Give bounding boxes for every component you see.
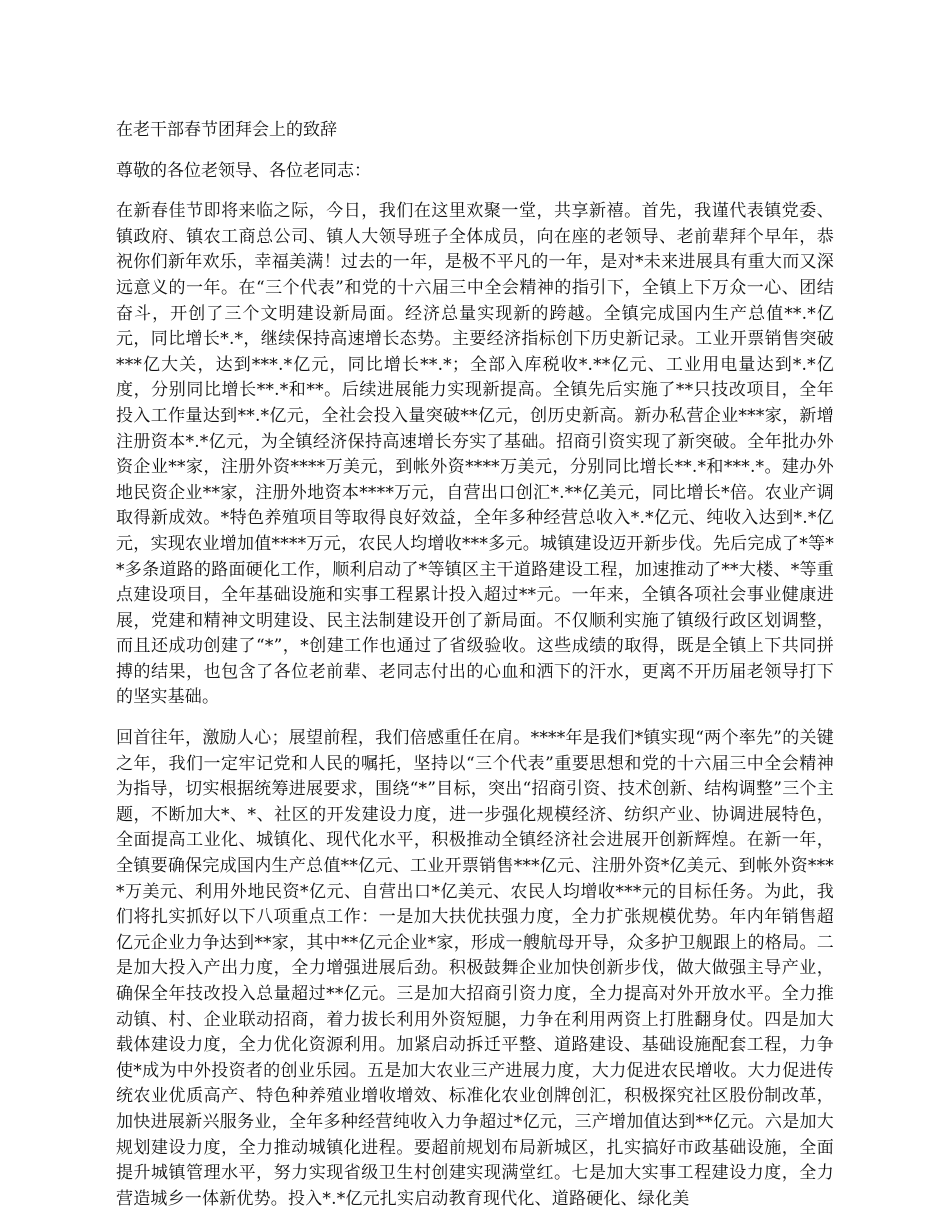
body-paragraph-2: 回首往年，激励人心；展望前程，我们倍感重任在肩。****年是我们*镇实现“两个率先”的关键之年，我们一定牢记党和人民的嘱托，坚持以“三个代表”重要思想和党的十六届三中全会精神为指导，切实根据统筹进展要求，围绕“*”目标，突出“招商引资、技术创新、结构调整”三个主题，不断加大*、*、社区的开发建设力度，进一步强化规模经济、纺织产业、协调进展特色，全面提高工业化、城镇化、现代化水平，积极推动全镇经济社会进展开创新辉煌。在新一年，全镇要确保完成国内生产总值**亿元、工业开票销售***亿元、注册外资*亿美元、到帐外资****万美元、利用外地民资*亿元、自营出口*亿美元、农民人均增收***元的目标任务。为此，我们将扎实抓好以下八项重点工作：一是加大扶优扶强力度，全力扩张规模优势。年内年销售超亿元企业力争达到**家，其中**亿元企业*家，形成一艘航母开导，众多护卫舰跟上的格局。二是加大投入产出力度，全力增强进展后劲。积极鼓舞企业加快创新步伐，做大做强主导产业，确保全年技改投入总量超过**亿元。三是加大招商引资力度，全力提高对外开放水平。全力推动镇、村、企业联动招商，着力拔长利用外资短腿，力争在利用两资上打胜翻身仗。四是加大载体建设力度，全力优化资源利用。加紧启动拆迁平整、道路建设、基础设施配套工程，力争使*成为中外投资者的创业乐园。五是加大农业三产进展力度，大力促进农民增收。大力促进传统农业优质高产、特色种养殖业增收增效、标准化农业创牌创汇，积极探究社区股份制改革，加快进展新兴服务业，全年多种经营纯收入力争超过*亿元，三产增加值达到**亿元。六是加大规划建设力度，全力推动城镇化进程。要超前规划布局新城区，扎实搞好市政基础设施，全面提升城镇管理水平，努力实现省级卫生村创建实现满堂红。七是加大实事工程建设力度，全力营造城乡一体新优势。投入*.*亿元扎实启动教育现代化、道路硬化、绿化美 xyxy=(116,728,834,1209)
document-page xyxy=(116,118,834,1227)
document-title: 在老干部春节团拜会上的致辞 xyxy=(116,120,337,140)
salutation: 尊敬的各位老领导、各位老同志： xyxy=(116,160,371,181)
body-paragraph-1: 在新春佳节即将来临之际，今日，我们在这里欢聚一堂，共享新禧。首先，我谨代表镇党委、镇政府、镇农工商总公司、镇人大领导班子全体成员，向在座的老领导、老前辈拜个早年，恭祝你们新年欢乐，幸福美满！过去的一年，是极不平凡的一年，是对*未来进展具有重大而又深远意义的一年。在“三个代表”和党的十六届三中全会精神的指引下，全镇上下万众一心、团结奋斗，开创了三个文明建设新局面。经济总量实现新的跨越。全镇完成国内生产总值**.*亿元，同比增长*.*，继续保持高速增长态势。主要经济指标创下历史新记录。工业开票销售突破***亿大关，达到***.*亿元，同比增长**.*；全部入库税收*.**亿元、工业用电量达到*.*亿度，分别同比增长**.*和**。后续进展能力实现新提高。全镇先后实施了**只技改项目，全年投入工作量达到**.*亿元，全社会投入量突破**亿元，创历史新高。新办私营企业***家，新增注册资本*.*亿元，为全镇经济保持高速增长夯实了基础。招商引资实现了新突破。全年批办外资企业**家，注册外资****万美元，到帐外资****万美元，分别同比增长**.*和***.*。建办外地民资企业**家，注册外地资本****万元，自营出口创汇*.**亿美元，同比增长*倍。农业产调取得新成效。*特色养殖项目等取得良好效益，全年多种经营总收入*.*亿元、纯收入达到*.*亿元，实现农业增加值****万元，农民人均增收***多元。城镇建设迈开新步伐。先后完成了*等**多条道路的路面硬化工作，顺利启动了*等镇区主干道路建设工程，加速推动了**大楼、*等重点建设项目，全年基础设施和实事工程累计投入超过**元。一年来，全镇各项社会事业健康进展，党建和精神文明建设、民主法制建设开创了新局面。不仅顺利实施了镇级行政区划调整，而且还成功创建了“*”，*创建工作也通过了省级验收。这些成绩的取得，既是全镇上下共同拼搏的结果，也包含了各位老前辈、老同志付出的心血和洒下的汗水，更离不开历届老领导打下的坚实基础。 xyxy=(116,201,834,708)
